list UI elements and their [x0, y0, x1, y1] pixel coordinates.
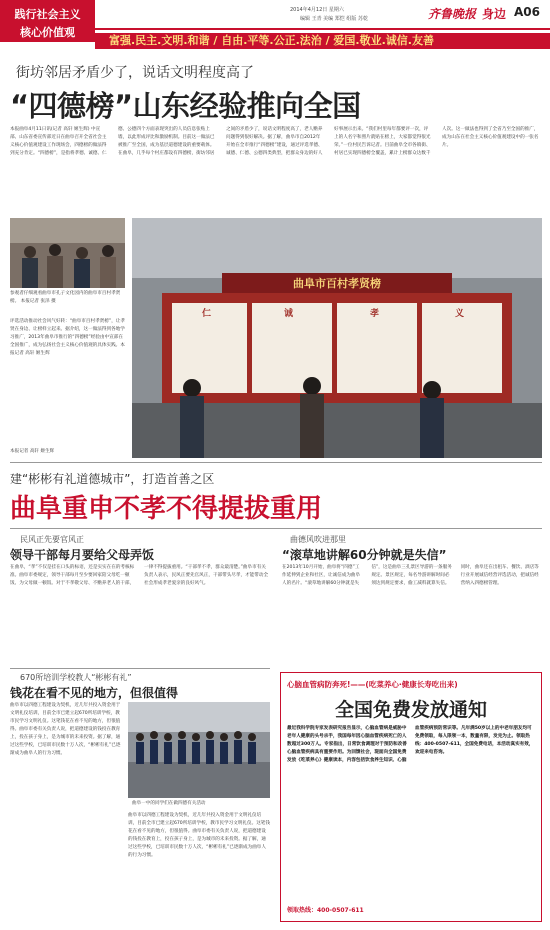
students-caption: 曲阜一中的同学们在做四德有关活动: [132, 801, 206, 806]
advert-box: [280, 672, 542, 922]
column-badge: [0, 0, 95, 42]
divider-2: [10, 528, 542, 529]
article1-kicker: 街坊邻居矛盾少了，说话文明程度高了: [16, 65, 254, 81]
article1-headline: “四德榜”山东经验推向全国: [10, 89, 361, 123]
column-title-line2: 核心价值观: [20, 26, 75, 39]
board-label-4: 义: [455, 309, 465, 319]
board-label-3: 孝: [370, 309, 380, 319]
divider-3: [10, 668, 270, 669]
article2-headline: 曲阜重申不孝不得提拔重用: [10, 494, 323, 524]
article1-body: 本报曲阜4月11日讯(记者 高轩 姬生辉) 中宣部、山东省委宣传部近日在曲阜召开全省社会主义核心价值观建设工作现场会，四德榜的做法得到充分肯定。“四德榜”，是指将孝德、诚德、仁德、公德四个方面表现突出的人员信息张贴上墙，以此形成评比和激励机制。目前这一做法已被推广至全国，成为基层道德建设的重要载体。在曲阜，几乎每个村庄都设有四德榜，街坊邻居之间的矛盾少了，说话文明程度高了，老人赡养问题得到很好解决。据了解，曲阜市自2012年开始在全市推行“四德榜”建设，通过评选孝德、诚德、仁德、公德四类典型，把群众身边的好人好事展示出来。“我们村里每年都要评一次，评上的人名字和照片就贴在榜上，大家都觉得很光荣。”一位村民告诉记者。目前曲阜全市各镇街、村居已实现四德榜全覆盖，累计上榜群众达数千人次。这一做法也得到了全省乃至全国的推广，成为山东在社会主义核心价值观建设中的一张名片。: [10, 127, 539, 156]
advert-body: 最近我科学院专家发表研究报告显示，心脑血管病是威胁中老年人健康的头号杀手，我国每年因心脑血管疾病死亡的人数超过300万人。专家指出，日常饮食调理对于预防和改善心脑血管疾病具有重要作用。为回馈社会，现面向全国免费发放《吃菜养心》健康读本，内容包括饮食养生知识、心脑血管疾病预防常识等。凡年满50岁以上的中老年朋友均可免费领取，每人限领一本，数量有限，发完为止。领取热线：400-0507-611，全国免费电话，本活动真实有效，欢迎来电咨询。: [287, 726, 534, 763]
article1-board-photo: [132, 218, 542, 458]
right-body: 在2013年10月开始，曲阜将“四德”工作延伸到企业和社区，让诚信成为曲阜人的名片。“滚草地讲解60分钟就是失信”，这是曲阜三孔景区导游的一条服务规定。景区规定，每名导游讲解时间必须达到规定要求，偷工减料就算失信。同时，曲阜还在出租车、餐饮、酒店等行业开展诚信经营评选活动，把诚信经营纳入四德榜管理。: [282, 565, 539, 586]
article1-byline: 本报记者 高轩 姬生辉: [10, 449, 55, 454]
left-body: 在曲阜，“孝”不仅是挂在口头的标语，还是实实在在的考核标准。曲阜市委规定，领导干部每月至少要回家陪父母吃一顿饭、为父母做一顿饭。对于不孝敬父母、不赡养老人的干部，一律不得提拔重用。“干部孝不孝，群众最清楚。”曲阜市有关负责人表示，民风正要先官风正，干部带头尽孝，才能带动全社会形成孝老爱亲的良好风气。: [10, 565, 269, 586]
left-title: 领导干部每月要给父母弄饭: [10, 548, 155, 562]
students-photo: [128, 702, 270, 798]
article1-side-text: 评选活动推动社会风气好转：“曲阜市百村孝贤榜”，让孝贤在身边、让榜样立起来。据介绍，这一做法得到各地学习推广，2013年曲阜市推行的“四德榜”经验由中宣部在全国推广，成为弘扬社会主义核心价值观的具体实践。本报记者 高轩 姬生辉: [10, 319, 125, 356]
left-tag: 民风正先要官风正: [20, 535, 84, 544]
paper-name: 齐鲁晚报: [428, 7, 477, 21]
board-label-1: 仁: [202, 309, 212, 319]
section-name: 身边: [482, 7, 507, 21]
mid-title: 钱花在看不见的地方，但很值得: [10, 686, 179, 700]
mid-tag: 670所培训学校教人“彬彬有礼”: [20, 673, 132, 682]
board-label-2: 诚: [284, 309, 294, 319]
right-tag: 曲德风吹进那里: [290, 535, 346, 544]
divider-1: [10, 462, 542, 463]
header-rule: [95, 28, 550, 30]
article1-photo-left: [10, 218, 125, 288]
advert-hotline: 领取热线：400-0507-611: [287, 907, 364, 914]
article1-photo-caption: 参观者仔细观看曲阜市孔子文化园内的曲阜市百村孝贤榜。 本报记者 张泽 摄: [10, 291, 121, 304]
right-title: “滚草地讲解60分钟就是失信”: [282, 548, 447, 562]
editors: 编辑 王青 美编 郑恺 组版 苏乾: [300, 16, 368, 22]
crowd-illustration: [10, 218, 125, 288]
date-info: 2014年4月12日 星期六: [290, 7, 344, 13]
advert-title: 全国免费发放通知: [334, 699, 487, 721]
article2-kicker: 建“彬彬有礼道德城市”，打造首善之区: [10, 472, 215, 486]
advert-lead: 心脑血管病防奔死!——(吃菜养心·健康长寿吃出来): [287, 680, 458, 689]
page-number: A06: [514, 5, 540, 19]
students-illustration: [128, 702, 270, 798]
mid-body-col1: 曲阜市以四德工程建设为契机，近几年共投入资金用于文明礼仪培训，目前全市已建立起670所培训学校，教市民学习文明礼仪。这笔钱花在看不见的地方，但很值得。曲阜市委有关负责人说，把道德建设的钱投在教育上，投在孩子身上，是为城市的未来投资。据了解，通过这些学校，已培训市民数十万人次，“彬彬有礼”已逐渐成为曲阜人的行为习惯。: [10, 703, 121, 756]
mid-body-col2: 曲阜市以四德工程建设为契机，近几年共投入资金用于文明礼仪培训，目前全市已建立起670所培训学校，教市民学习文明礼仪。这笔钱花在看不见的地方，但很值得。曲阜市委有关负责人说，把道德建设的钱投在教育上，投在孩子身上，是为城市的未来投资。据了解，通过这些学校，已培训市民数十万人次，“彬彬有礼”已逐渐成为曲阜人的行为习惯。: [128, 813, 270, 858]
board-title: 曲阜市百村孝贤榜: [293, 277, 381, 290]
board-illustration: [132, 218, 542, 458]
core-values-slogan: 富强.民主.文明.和谐 / 自由.平等.公正.法治 / 爱国.敬业.诚信.友善: [95, 33, 550, 49]
column-title-line1: 践行社会主义: [14, 8, 81, 21]
